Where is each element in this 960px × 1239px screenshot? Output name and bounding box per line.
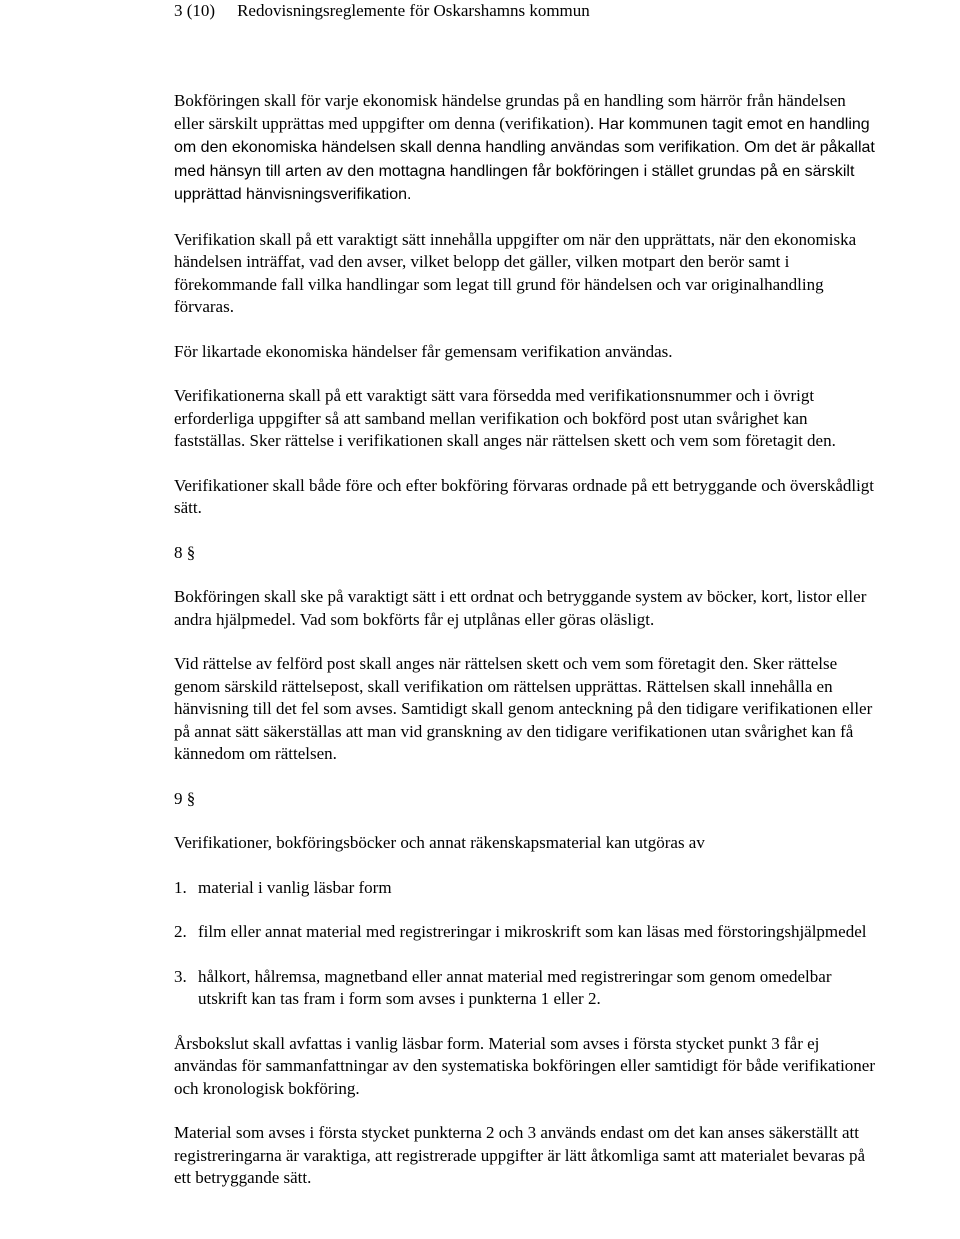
paragraph-correction: Vid rättelse av felförd post skall anges när rättelsen skett och vem som företagit den. Sker rättelse genom särskild rättelsepost, skall verifikation om rättelsen upprättas. Rättelsen skall innehålla en hänvisning till det fel som avses. Samtidigt skall genom anteckning på den tidigare verifikationen eller på annat sätt säkerställas att man vid granskning av den tidigare verifikationen utan svårighet kan få kännedom om rättelsen.	[174, 654, 873, 763]
paragraph-text-sans: Har kommunen tagit emot en handling om den ekonomiska händelsen skall denna handling användas som verifikation. Om det är påkallat med hänsyn till arten av den mottagna handlingen får bokföringen i stället grundas på en särskilt upprättad hänvisningsverifikation.	[174, 115, 875, 203]
document-body	[174, 90, 879, 1212]
section-heading-8: 8 §	[174, 542, 196, 562]
list-item-number: 3.	[174, 966, 187, 986]
paragraph-common-verifikation: För likartade ekonomiska händelser får gemensam verifikation användas.	[174, 341, 673, 361]
list-item-text: material i vanlig läsbar form	[198, 877, 392, 897]
paragraph-material-conditions: Material som avses i första stycket punkterna 2 och 3 används endast om det kan anses säkerställt att registreringarna är varaktiga, att registrerade uppgifter är lätt åtkomliga samt att materialet bevaras på ett betryggande sätt.	[174, 1123, 866, 1187]
paragraph-bookkeeping-system: Bokföringen skall ske på varaktigt sätt i ett ordnat och betryggande system av böcker, kort, listor eller andra hjälpmedel. Vad som bokförts får ej utplånas eller göras oläsligt.	[174, 587, 867, 629]
list-item	[174, 877, 879, 900]
list-item-number: 2.	[174, 922, 187, 941]
paragraph-verifikation-numbers: Verifikationerna skall på ett varaktigt sätt vara försedda med verifikationsnummer och i övrigt erforderliga uppgifter så att samband mellan verifikation och bokförd post utan svårighet kan fastställas. Sker rättelse i verifikationen skall anges när rättelsen skett och vem som företagit den.	[174, 386, 836, 450]
list-item-text: hålkort, hålremsa, magnetband eller annat material med registreringar som genom omedelbar utskrift kan tas fram i form som avses i punkterna 1 eller 2.	[198, 966, 832, 1008]
paragraph-verifikation-content: Verifikation skall på ett varaktigt sätt innehålla uppgifter om när den upprättats, när den ekonomiska händelsen inträffat, vad den avser, vilket belopp det gäller, vilken motpart den berör samt i förekommande fall vilka handlingar som legat till grund för händelsen och var originalhandling förvaras.	[174, 229, 857, 316]
paragraph-text: Bokföringen skall för varje ekonomisk händelse grundas på en handling som härrör från händelsen eller särskilt upprättas med uppgifter om denna (verifikation).	[174, 91, 846, 133]
page-number: 3 (10)	[174, 1, 216, 20]
material-list	[174, 877, 879, 1011]
paragraph-annual-closing: Årsbokslut skall avfattas i vanlig läsbar form. Material som avses i första stycket punkt 3 får ej användas för sammanfattningar av den systematiska bokföringen eller samtidigt för både verifikationer och kronologisk bokföring.	[174, 1033, 876, 1098]
paragraph-material-intro: Verifikationer, bokföringsböcker och annat räkenskapsmaterial kan utgöras av	[174, 833, 705, 852]
section-heading-9: 9 §	[174, 788, 196, 808]
list-item-number: 1.	[174, 877, 187, 897]
document-title: Redovisningsreglemente för Oskarshamns kommun	[237, 1, 590, 20]
list-item	[174, 966, 879, 1011]
list-item	[174, 921, 879, 944]
paragraph-verifikation-basis	[174, 90, 879, 207]
list-item-text: film eller annat material med registreringar i mikroskrift som kan läsas med förstoringshjälpmedel	[198, 922, 867, 941]
page-header	[174, 0, 590, 22]
paragraph-verifikation-storage: Verifikationer skall både före och efter bokföring förvaras ordnade på ett betryggande och överskådligt sätt.	[174, 475, 875, 517]
